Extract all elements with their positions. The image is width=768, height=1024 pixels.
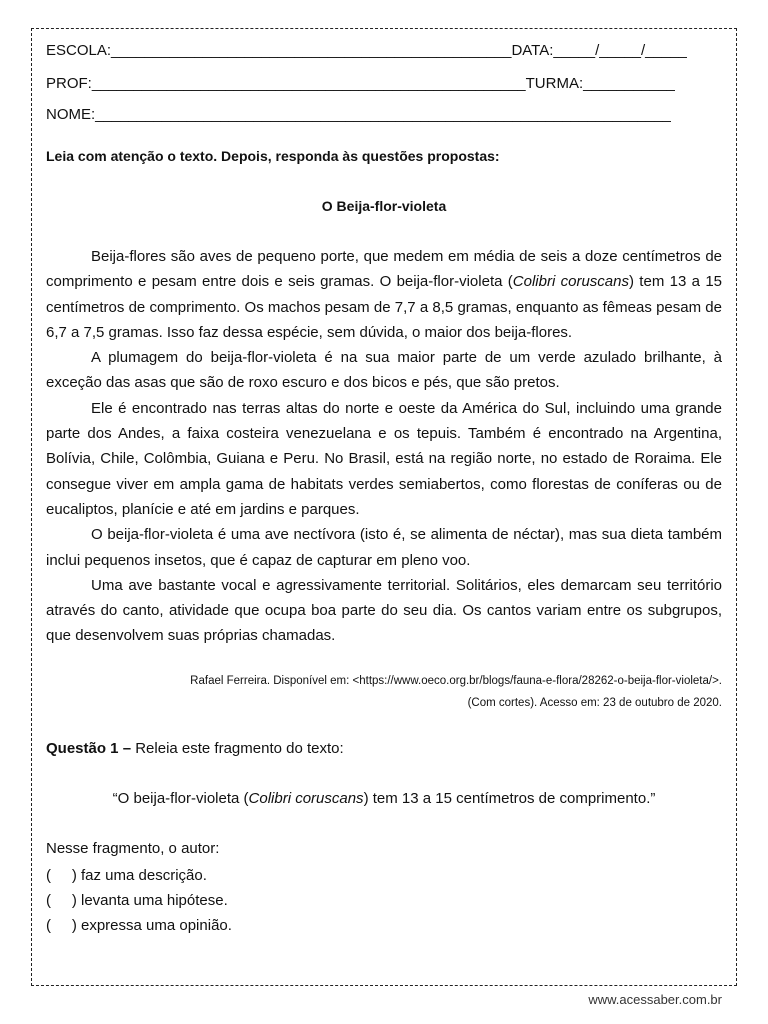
scientific-name: Colibri coruscans [512,273,629,291]
paragraph-1: Beija-flores são aves de pequeno porte, que medem em média de seis a doze centímetros de comprimento e pesam entre dois e seis gramas. O beija-flor-violeta (Colibri coruscans) tem 13 a 15 centímetros de comprimento. Os machos pesam de 7,7 a 8,5 gramas, enquanto as fêmeas pesam de 6,7 a 7,5 gramas. Isso faz dessa espécie, sem dúvida, o maior dos beija-flores. [46,248,722,341]
question-1-prompt: Nesse fragmento, o autor: [46,840,220,857]
paragraph-4: O beija-flor-violeta é uma ave nectívora (isto é, se alimenta de néctar), mas sua dieta também inclui pequenos insetos, que é capaz de capturar em pleno voo. [46,526,722,569]
instruction: Leia com atenção o texto. Depois, responda às questões propostas: [46,148,500,164]
text-title: O Beija-flor-violeta [321,198,447,214]
option-b[interactable]: ( ) levanta uma hipótese. [46,892,228,909]
option-c[interactable]: ( ) expressa uma opinião. [46,917,232,934]
source-citation [190,670,722,714]
header-escola-data: ESCOLA:________________________________________________DATA:_____/_____/_____ [46,42,687,59]
paragraph-2: A plumagem do beija-flor-violeta é na sua maior parte de um verde azulado brilhante, à exceção das asas que são de roxo escuro e dos bicos e pés, que são pretos. [46,349,722,392]
source-line-1: Rafael Ferreira. Disponível em: <https://www.oeco.org.br/blogs/fauna-e-flora/28262-o-beija-flor-violeta/>. [190,675,722,687]
paragraph-5: Uma ave bastante vocal e agressivamente territorial. Solitários, eles demarcam seu território através do canto, atividade que ocupa boa parte do seu dia. Os cantos variam entre os subgrupos, que desenvolvem suas próprias chamadas. [46,576,722,645]
header-prof-turma: PROF:____________________________________________________TURMA:___________ [46,75,675,92]
question-1-label: Questão 1 – [46,740,132,757]
footer-url: www.acessaber.com.br [588,992,722,1007]
question-1-quote: “O beija-flor-violeta (Colibri coruscans) tem 13 a 15 centímetros de comprimento.” [112,790,656,807]
header-nome: NOME:_____________________________________________________________________ [46,106,671,123]
question-1-options [46,863,232,938]
question-1: Questão 1 – Releia este fragmento do texto: [46,740,344,757]
source-line-2: (Com cortes). Acesso em: 23 de outubro de 2020. [467,697,722,709]
text-body [46,244,722,649]
option-a[interactable]: ( ) faz uma descrição. [46,867,207,884]
paragraph-3: Ele é encontrado nas terras altas do norte e oeste da América do Sul, incluindo uma grande parte dos Andes, a faixa costeira venezuelana e os tepuis. Também é encontrado na Argentina, Bolívia, Chile, Colômbia, Guiana e Peru. No Brasil, está na região norte, no estado de Roraima. Ele consegue viver em ampla gama de habitats verdes semiabertos, como florestas de coníferas ou de eucaliptos, planície e até em jardins e parques. [46,399,722,518]
